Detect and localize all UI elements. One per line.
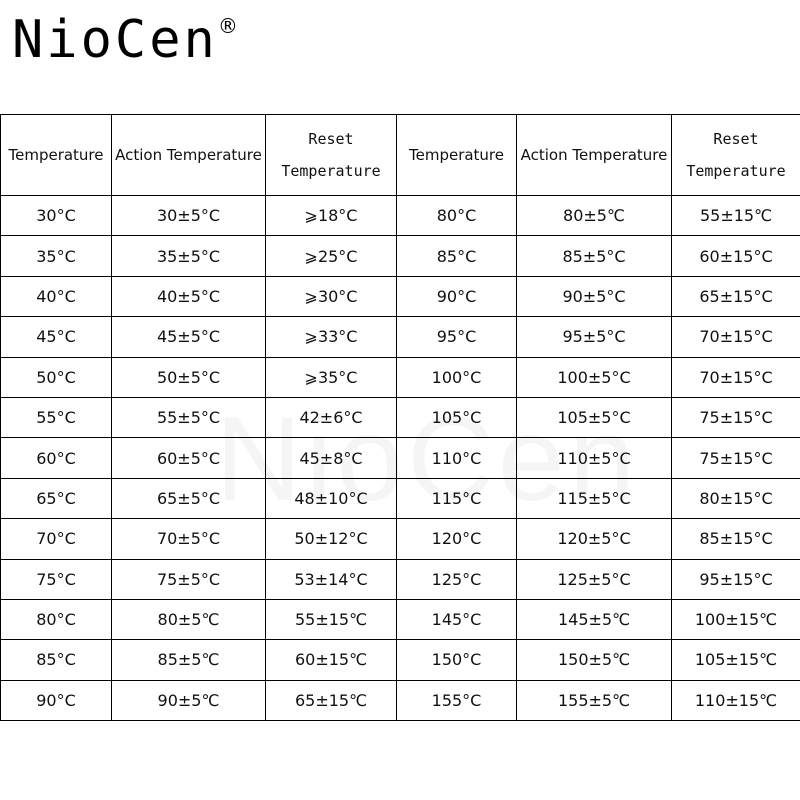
- temperature-cell: 65°C: [1, 478, 112, 518]
- action-temperature-cell: 85±5℃: [112, 640, 266, 680]
- action-temperature-cell: 45±5°C: [112, 317, 266, 357]
- temperature-cell: 75°C: [1, 559, 112, 599]
- action-temperature-cell: 40±5°C: [112, 276, 266, 316]
- reset-temperature-cell: ⩾18°C: [266, 196, 397, 236]
- reset-temperature-cell-2: 55±15℃: [672, 196, 800, 236]
- action-temperature-cell: 60±5°C: [112, 438, 266, 478]
- temperature-cell-2: 100°C: [397, 357, 517, 397]
- temperature-cell: 55°C: [1, 397, 112, 437]
- table-row: [1, 438, 800, 478]
- reset-temperature-cell: ⩾30°C: [266, 276, 397, 316]
- action-temperature-cell: 90±5℃: [112, 680, 266, 720]
- action-temperature-cell-2: 85±5°C: [517, 236, 672, 276]
- temperature-cell-2: 120°C: [397, 519, 517, 559]
- table-row: [1, 640, 800, 680]
- temperature-cell-2: 85°C: [397, 236, 517, 276]
- reset-temperature-cell: ⩾35°C: [266, 357, 397, 397]
- table-row: [1, 680, 800, 720]
- action-temperature-cell-2: 155±5℃: [517, 680, 672, 720]
- registered-mark: ®: [217, 13, 238, 38]
- header-action-temperature-2: Action Temperature: [517, 115, 672, 196]
- temperature-cell-2: 150°C: [397, 640, 517, 680]
- temperature-cell: 35°C: [1, 236, 112, 276]
- header-action-temperature: Action Temperature: [112, 115, 266, 196]
- reset-temperature-cell-2: 65±15°C: [672, 276, 800, 316]
- temperature-cell: 80°C: [1, 599, 112, 639]
- reset-temperature-cell-2: 70±15°C: [672, 357, 800, 397]
- header-reset-temperature-2: [672, 115, 800, 196]
- temperature-cell: 45°C: [1, 317, 112, 357]
- header-reset-temperature: [266, 115, 397, 196]
- temperature-cell-2: 155°C: [397, 680, 517, 720]
- header-row: [1, 115, 800, 196]
- action-temperature-cell: 70±5°C: [112, 519, 266, 559]
- action-temperature-cell-2: 100±5°C: [517, 357, 672, 397]
- reset-temperature-cell-2: 100±15℃: [672, 599, 800, 639]
- table-row: [1, 478, 800, 518]
- reset-temperature-cell: 65±15℃: [266, 680, 397, 720]
- temperature-cell-2: 115°C: [397, 478, 517, 518]
- reset-temperature-cell-2: 70±15°C: [672, 317, 800, 357]
- table-row: [1, 276, 800, 316]
- reset-temperature-cell: ⩾25°C: [266, 236, 397, 276]
- table-row: [1, 317, 800, 357]
- action-temperature-cell-2: 145±5℃: [517, 599, 672, 639]
- reset-temperature-cell-2: 60±15°C: [672, 236, 800, 276]
- action-temperature-cell: 50±5°C: [112, 357, 266, 397]
- temperature-cell-2: 125°C: [397, 559, 517, 599]
- action-temperature-cell: 80±5℃: [112, 599, 266, 639]
- header-reset-line1-2: Reset: [713, 130, 759, 148]
- table-row: [1, 196, 800, 236]
- table-row: [1, 519, 800, 559]
- temperature-cell-2: 90°C: [397, 276, 517, 316]
- reset-temperature-cell: ⩾33°C: [266, 317, 397, 357]
- reset-temperature-cell: 48±10°C: [266, 478, 397, 518]
- action-temperature-cell: 65±5°C: [112, 478, 266, 518]
- reset-temperature-cell-2: 95±15°C: [672, 559, 800, 599]
- table-row: [1, 236, 800, 276]
- temperature-cell: 30°C: [1, 196, 112, 236]
- table-row: [1, 397, 800, 437]
- temperature-spec-table: [0, 114, 800, 721]
- action-temperature-cell: 35±5°C: [112, 236, 266, 276]
- table-row: [1, 559, 800, 599]
- reset-temperature-cell-2: 85±15°C: [672, 519, 800, 559]
- reset-temperature-cell-2: 75±15°C: [672, 438, 800, 478]
- action-temperature-cell-2: 105±5°C: [517, 397, 672, 437]
- temperature-cell-2: 145°C: [397, 599, 517, 639]
- header-reset-line2-2: Temperature: [686, 162, 786, 180]
- temperature-cell-2: 110°C: [397, 438, 517, 478]
- action-temperature-cell-2: 115±5°C: [517, 478, 672, 518]
- action-temperature-cell-2: 80±5℃: [517, 196, 672, 236]
- action-temperature-cell-2: 125±5°C: [517, 559, 672, 599]
- action-temperature-cell-2: 90±5°C: [517, 276, 672, 316]
- temperature-cell: 40°C: [1, 276, 112, 316]
- reset-temperature-cell: 60±15℃: [266, 640, 397, 680]
- temperature-cell-2: 95°C: [397, 317, 517, 357]
- reset-temperature-cell-2: 110±15℃: [672, 680, 800, 720]
- table-row: [1, 357, 800, 397]
- action-temperature-cell: 55±5°C: [112, 397, 266, 437]
- header-temperature: Temperature: [1, 115, 112, 196]
- temperature-cell: 85°C: [1, 640, 112, 680]
- temperature-cell-2: 80°C: [397, 196, 517, 236]
- header-reset-line1: Reset: [308, 130, 354, 148]
- temperature-cell: 70°C: [1, 519, 112, 559]
- table-body: [1, 196, 800, 721]
- temperature-cell: 60°C: [1, 438, 112, 478]
- reset-temperature-cell: 42±6°C: [266, 397, 397, 437]
- action-temperature-cell-2: 110±5°C: [517, 438, 672, 478]
- reset-temperature-cell: 45±8°C: [266, 438, 397, 478]
- reset-temperature-cell: 53±14°C: [266, 559, 397, 599]
- reset-temperature-cell-2: 75±15°C: [672, 397, 800, 437]
- temperature-cell: 50°C: [1, 357, 112, 397]
- reset-temperature-cell: 55±15℃: [266, 599, 397, 639]
- header-reset-line2: Temperature: [281, 162, 381, 180]
- action-temperature-cell-2: 95±5°C: [517, 317, 672, 357]
- brand-logo: [12, 10, 238, 70]
- temperature-cell: 90°C: [1, 680, 112, 720]
- brand-name: NioCen: [12, 10, 218, 70]
- action-temperature-cell-2: 120±5°C: [517, 519, 672, 559]
- reset-temperature-cell-2: 105±15℃: [672, 640, 800, 680]
- temperature-cell-2: 105°C: [397, 397, 517, 437]
- action-temperature-cell-2: 150±5℃: [517, 640, 672, 680]
- reset-temperature-cell: 50±12°C: [266, 519, 397, 559]
- action-temperature-cell: 75±5°C: [112, 559, 266, 599]
- table-row: [1, 599, 800, 639]
- header-temperature-2: Temperature: [397, 115, 517, 196]
- reset-temperature-cell-2: 80±15°C: [672, 478, 800, 518]
- action-temperature-cell: 30±5°C: [112, 196, 266, 236]
